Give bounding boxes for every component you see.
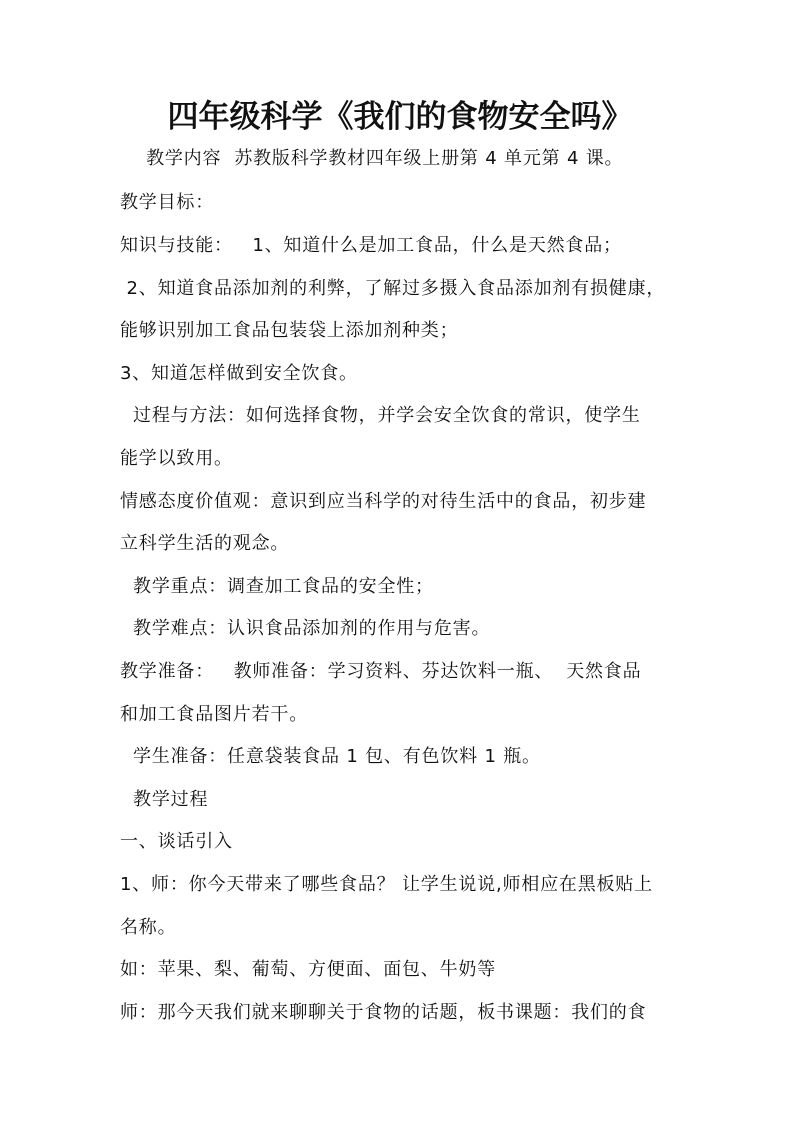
paragraph-process-methods: 过程与方法：如何选择食物，并学会安全饮食的常识，使学生 <box>120 405 641 426</box>
document-title: 四年级科学《我们的食物安全吗》 <box>167 99 633 135</box>
paragraph-teaching-objectives-heading: 教学目标： <box>120 192 214 213</box>
paragraph-objective-2-continued: 能够识别加工食品包装袋上添加剂种类； <box>120 320 459 341</box>
paragraph-teaching-preparation-continued: 和加工食品图片若干。 <box>120 704 308 725</box>
paragraph-process-methods-continued: 能学以致用。 <box>120 448 233 469</box>
paragraph-attitudes-values: 情感态度价值观：意识到应当科学的对待生活中的食品，初步建 <box>120 491 647 512</box>
paragraph-student-preparation: 学生准备：任意袋装食品 1 包、有色饮料 1 瓶。 <box>120 746 541 767</box>
paragraph-teaching-preparation: 教学准备： 教师准备：学习资料、芬达饮料一瓶、 天然食品 <box>120 661 642 682</box>
paragraph-teaching-focus: 教学重点：调查加工食品的安全性； <box>120 576 434 597</box>
paragraph-section-one-heading: 一、谈话引入 <box>120 831 233 852</box>
paragraph-step-one: 1、师：你今天带来了哪些食品？ 让学生说说,师相应在黑板贴上 <box>120 874 653 895</box>
paragraph-teaching-difficulty: 教学难点：认识食品添加剂的作用与危害。 <box>120 618 491 639</box>
paragraph-objective-3: 3、知道怎样做到安全饮食。 <box>120 363 358 384</box>
paragraph-attitudes-values-continued: 立科学生活的观念。 <box>120 533 290 554</box>
paragraph-step-one-continued: 名称。 <box>120 917 177 938</box>
paragraph-knowledge-skills: 知识与技能： 1、知道什么是加工食品，什么是天然食品； <box>120 235 622 256</box>
paragraph-objective-2: 2、知道食品添加剂的利弊，了解过多摄入食品添加剂有损健康， <box>120 278 666 299</box>
paragraph-teacher-intro: 师：那今天我们就来聊聊关于食物的话题，板书课题：我们的食 <box>120 1002 647 1023</box>
paragraph-examples: 如：苹果、梨、葡萄、方便面、面包、牛奶等 <box>120 959 496 980</box>
paragraph-teaching-process-heading: 教学过程 <box>120 789 209 810</box>
paragraph-teaching-content: 教学内容 苏教版科学教材四年级上册第 4 单元第 4 课。 <box>120 148 624 169</box>
